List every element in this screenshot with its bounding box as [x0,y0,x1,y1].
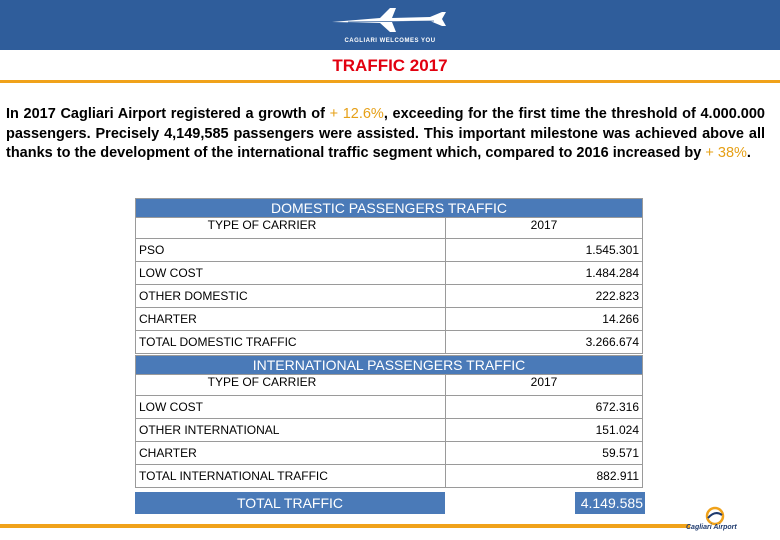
row-value: 672.316 [446,396,643,419]
table-row [136,396,643,419]
total-value: 3.266.674 [446,331,643,354]
logo-text: Cagliari Airport [686,524,737,531]
col-type-of-carrier: TYPE OF CARRIER [136,218,446,239]
total-value: 882.911 [446,465,643,488]
table-row [136,442,643,465]
table-row [136,285,643,308]
airplane-icon [330,4,450,36]
bottom-divider [0,524,690,528]
row-label: CHARTER [136,442,446,465]
table-row [136,308,643,331]
grand-total [135,492,645,514]
row-label: CHARTER [136,308,446,331]
international-table-header-row [136,375,643,396]
intro-paragraph [6,105,765,164]
row-label: PSO [136,239,446,262]
international-table-title-row [136,356,643,375]
domestic-total-row [136,331,643,354]
table-row [136,239,643,262]
row-label: LOW COST [136,396,446,419]
header-banner [0,0,780,50]
growth-highlight: + 12.6% [329,106,384,122]
international-table-title: INTERNATIONAL PASSENGERS TRAFFIC [136,356,643,375]
tagline: CAGLIARI WELCOMES YOU [344,38,436,44]
domestic-table-title: DOMESTIC PASSENGERS TRAFFIC [136,199,643,218]
row-label: OTHER DOMESTIC [136,285,446,308]
domestic-table-header-row [136,218,643,239]
table-row [136,262,643,285]
intro-text-2: , exceeding for the first time the threshold of 4.000.000 passengers. Precisely 4,149,585 passengers were assisted. This important milestone was achieved above all thanks to the development of the international traffic segment which, compared to 2016 increased by [6,106,765,161]
col-type-of-carrier: TYPE OF CARRIER [136,375,446,396]
intro-text-1: In 2017 Cagliari Airport registered a growth of [6,106,330,122]
international-total-row [136,465,643,488]
intl-growth-highlight: + 38% [705,145,747,161]
row-value: 1.545.301 [446,239,643,262]
domestic-table [135,198,643,354]
total-label: TOTAL DOMESTIC TRAFFIC [136,331,446,354]
intro-text-3: . [746,145,751,161]
row-value: 59.571 [446,442,643,465]
row-value: 14.266 [446,308,643,331]
row-label: LOW COST [136,262,446,285]
grand-total-label: TOTAL TRAFFIC [135,492,445,514]
total-label: TOTAL INTERNATIONAL TRAFFIC [136,465,446,488]
row-value: 151.024 [446,419,643,442]
grand-total-value: 4.149.585 [575,492,645,514]
page-title: TRAFFIC 2017 [332,56,448,75]
international-table [135,355,643,488]
row-label: OTHER INTERNATIONAL [136,419,446,442]
domestic-table-title-row [136,199,643,218]
col-year: 2017 [446,375,643,396]
table-row [136,419,643,442]
airport-logo-icon [684,506,746,536]
row-value: 1.484.284 [446,262,643,285]
col-year: 2017 [446,218,643,239]
row-value: 222.823 [446,285,643,308]
